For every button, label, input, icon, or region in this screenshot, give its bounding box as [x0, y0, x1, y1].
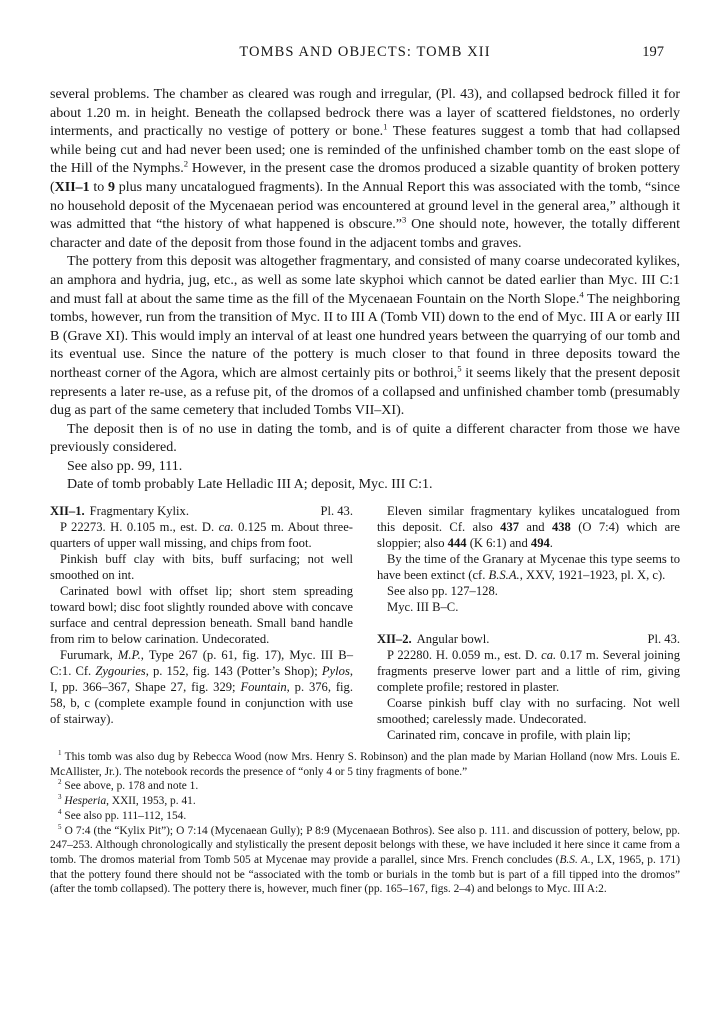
plate-reference: Pl. 43.	[320, 504, 353, 519]
date-of-tomb-line: Date of tomb probably Late Helladic III A; deposit, Myc. III C:1.	[67, 477, 433, 493]
entry-paragraph: Pinkish buff clay with bits, buff surfacing; not well smoothed on int.	[50, 552, 353, 583]
running-head	[50, 44, 680, 62]
footnote: $^2$ See above, p. 178 and note 1.	[58, 778, 199, 793]
footnote: $^5$ O 7:4 (the “Kylix Pit”); O 7:14 (Mycenaean Gully); P 8:9 (Mycenaean Bothros). See also p. 111. and discussion of pottery, below, pp. 247–253. Although chronologically and stylistically the present deposit belongs with these, we have included it here since it came from a tomb. The dromos material from Tomb 505 at Mycenae may provide a parallel, since Mrs. French concludes (B.S. A., LX, 1965, p. 171) that the pottery found there should not be “associated with the tomb or burials in the tomb but is part of a fill tipped into the dromos” (after the tomb collapsed). The pottery there is, however, much finer (pp. 165–167, figs. 2–4) and belongs to Myc. III A:2.	[50, 822, 681, 896]
catalog-column-left	[50, 503, 353, 743]
entry-heading-xii-1	[50, 503, 353, 519]
entry-paragraph: P 22280. H. 0.059 m., est. D. ca. 0.17 m. Several joining fragments preserve lower part and a little of rim, giving complete profile; restored in plaster.	[377, 648, 680, 695]
entry-paragraph: By the time of the Granary at Mycenae this type seems to have been extinct (cf. B.S.A., XXV, 1921–1923, pl. X, c).	[377, 552, 680, 583]
entry-paragraph: Carinated bowl with offset lip; short stem spreading toward bowl; disc foot slightly rounded above with concave surface and central depression beneath. Small band handle from rim to below carination. Undecorated.	[50, 584, 353, 647]
see-also-line: See also pp. 99, 111.	[67, 458, 183, 474]
entry-number: XII–1.	[50, 504, 85, 519]
page-number: 197	[642, 44, 664, 60]
footnote: $^1$ This tomb was also dug by Rebecca Wood (now Mrs. Henry S. Robinson) and the plan made by Marian Holland (now Mrs. Louis E. McAllister, Jr.). The notebook records the presence of “only 4 or 5 tiny fragments of bone.”	[50, 749, 680, 778]
entry-paragraph: Myc. III B–C.	[387, 600, 459, 615]
paragraph: The deposit then is of no use in dating the tomb, and is of quite a different character from those we have previously considered.	[50, 421, 680, 456]
running-head-title: TOMBS AND OBJECTS: TOMB XII	[239, 44, 491, 60]
entry-paragraph: Coarse pinkish buff clay with no surfacing. Not well smoothed; carelessly made. Undecorated.	[377, 696, 680, 727]
entry-paragraph: Carinated rim, concave in profile, with plain lip;	[387, 728, 631, 743]
footnote: $^3$ Hesperia, XXII, 1953, p. 41.	[58, 793, 196, 808]
paragraph: The pottery from this deposit was altogether fragmentary, and consisted of many coarse undecorated kylikes, an amphora and hydria, jug, etc., as well as some late skyphoi which cannot be dated earlier than Myc. III C:1 and must fall at about the same time as the fill of the Mycenaean Fountain on the North Slope.$^4$ The neighboring tombs, however, run from the transition of Myc. II to III A (Tomb VII) down to the end of Myc. III A or early III B (Grave XI). This would imply an interval of at least one hundred years between the quarrying of our tomb and its eventual use. Since the nature of the pottery is much closer to that found in three deposits toward the northeast corner of the Agora, which are almost certainly pits or bothroi,$^5$ it seems likely that the present deposit represents a later re-use, as a refuse pit, of the dromos of a collapsed and unfinished chamber tomb (presumably dug as part of the same cemetery that included Tombs VII–XI).	[50, 254, 680, 419]
entry-heading-xii-2	[377, 631, 680, 647]
catalog-column-right	[377, 503, 680, 743]
entry-title: Angular bowl.	[416, 632, 490, 647]
page-content	[50, 44, 680, 897]
footnote: $^4$ See also pp. 111–112, 154.	[58, 808, 187, 822]
catalog-section	[50, 503, 680, 743]
entry-number: XII–2.	[377, 632, 412, 647]
entry-heading-text	[50, 503, 189, 519]
entry-paragraph: Eleven similar fragmentary kylikes uncatalogued from this deposit. Cf. also 437 and 438 (O 7:4) which are sloppier; also 444 (K 6:1) and 494.	[377, 504, 680, 551]
plate-reference: Pl. 43.	[647, 632, 680, 647]
main-text-block	[50, 86, 680, 495]
footnotes-block	[50, 750, 680, 897]
paragraph-continuation: several problems. The chamber as cleared was rough and irregular, (Pl. 43), and collapsed bedrock filled it for about 1.20 m. in height. Beneath the collapsed bedrock there was a layer of scattered fieldstones, no orderly interments, and practically no vestige of pottery or bone.$^1$ These features suggest a tomb that had collapsed while being cut and had never been used; one is reminded of the unfinished chamber tomb on the east slope of the Hill of the Nymphs.$^2$ However, in the present case the dromos produced a sizable quantity of broken pottery (XII–1 to 9 plus many uncatalogued fragments). In the Annual Report this was associated with the tomb, “since no household deposit of the Mycenaean period was encountered at ground level in the general area,” although it was admitted that “the history of what happened is obscure.”$^3$ One should note, however, the totally different character and date of the deposit from those found in the adjacent tombs and graves.	[50, 87, 681, 251]
entry-paragraph: See also pp. 127–128.	[387, 584, 498, 599]
entry-heading-text	[377, 631, 489, 647]
entry-title: Fragmentary Kylix.	[89, 504, 189, 519]
entry-paragraph: Furumark, M.P., Type 267 (p. 61, fig. 17), Myc. III B–C:1. Cf. Zygouries, p. 152, fig. 143 (Potter’s Shop); Pylos, I, pp. 366–367, Shape 27, fig. 329; Fountain, p. 376, fig. 58, b, c (complete example found in conjunction with use of stairway).	[50, 648, 353, 727]
entry-paragraph: P 22273. H. 0.105 m., est. D. ca. 0.125 m. About three-quarters of upper wall missing, and chips from foot.	[50, 520, 353, 551]
